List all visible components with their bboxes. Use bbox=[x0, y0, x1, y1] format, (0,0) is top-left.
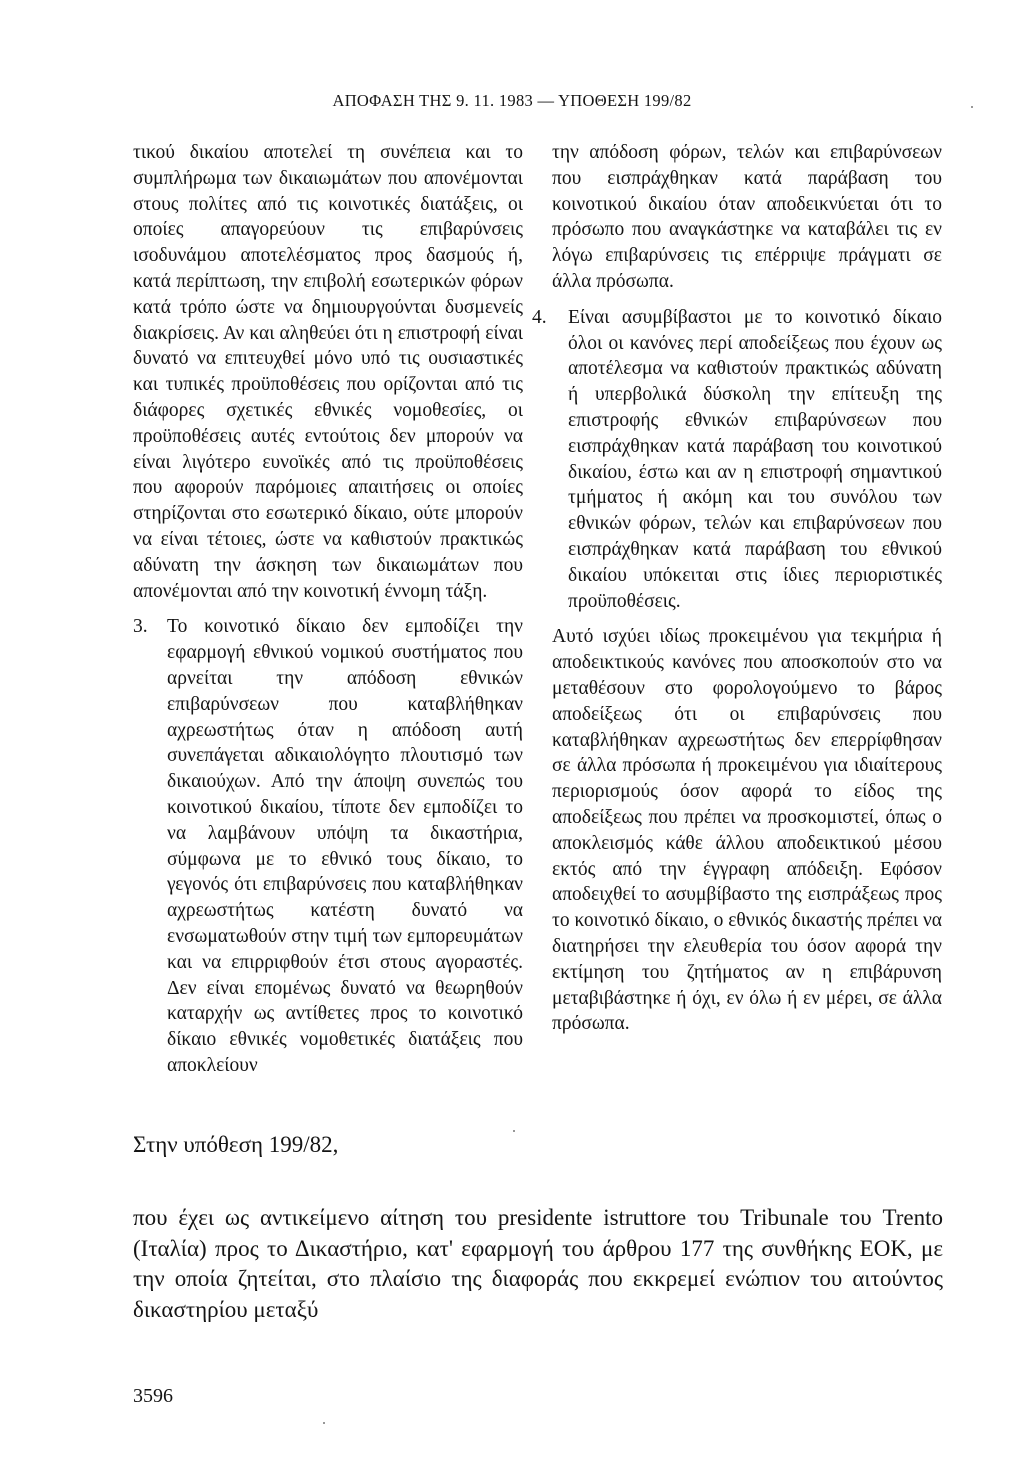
item-text: Το κοινοτικό δίκαιο δεν εμποδίζει την εφαρμογή εθνικού νομικού συστήματος που αρνείται την απόδοση εθνικών επιβαρύνσεων που καταβλήθηκαν αχρεωστήτως όταν η απόδοση αυτή συνεπάγεται αδικαιολόγητο πλουτισμό των δικαιούχων. Από την άποψη συνεπώς του κοινοτικού δικαίου, τίποτε δεν εμποδίζει το να λαμβάνουν υπόψη τα δικαστήρια, σύμφωνα με το εθνικό τους δίκαιο, το γεγονός ότι επιβαρύνσεις που καταβλήθηκαν αχρεωστήτως κατέστη δυνατό να ενσωματωθούν στην τιμή των εμπορευμάτων και να επιρριφθούν έτσι στους αγοραστές. Δεν είναι επομένως δυνατό να θεωρηθούν καταρχήν ως αντίθετες προς το κοινοτικό δίκαιο εθνικές νομοθετικές διατάξεις που αποκλείουν bbox=[167, 616, 523, 1076]
item-4-second-paragraph: Αυτό ισχύει ιδίως προκειμένου για τεκμήρια ή αποδεικτικούς κανόνες που αποσκοπούν στο να μεταθέσουν στο φορολογούμενο το βάρος αποδείξεως ότι οι επιβαρύνσεις που καταβλήθηκαν αχρεωστήτως δεν επερρίφθησαν σε άλλα πρόσωπα ή προκειμένου για ιδιαίτερους περιορισμούς όσον αφορά το είδος της αποδείξεως που πρέπει να προσκομιστεί, όπως ο αποκλεισμός κάθε άλλου αποδεικτικού μέσου εκτός από την έγγραφη απόδειξη. Εφόσον αποδειχθεί το ασυμβίβαστο της εισπράξεως προς το κοινοτικό δίκαιο, ο εθνικός δικαστής πρέπει να διατηρήσει την ελευθερία του όσον αφορά την εκτίμηση του ζητήματος αν η επιβάρυνση μεταβιβάστηκε ή όχι, εν όλω ή εν μέρει, σε άλλα πρόσωπα. bbox=[552, 626, 942, 1035]
scan-speck bbox=[513, 1130, 515, 1132]
scan-speck bbox=[323, 1422, 325, 1424]
running-header: ΑΠΟΦΑΣΗ ΤΗΣ 9. 11. 1983 — ΥΠΟΘΕΣΗ 199/82 bbox=[332, 91, 692, 110]
page-number: 3596 bbox=[133, 1385, 173, 1407]
item-text: Είναι ασυμβίβαστοι με το κοινοτικό δίκαιο όλοι οι κανόνες περί αποδείξεως που έχουν ως αποτέλεσμα να καθιστούν πρακτικώς αδύνατη ή υπερβολικά δύσκολη την επίτευξη της επιστροφής εθνικών επιβαρύνσεων που εισπράχθηκαν κατά παράβαση του κοινοτικού δικαίου, έστω και αν η επιστροφή σημαντικού τμήματος ή ακόμη και του συνόλου των εθνικών φόρων, τελών και επιβαρύνσεων που εισπράχθηκαν κατά παράβαση του εθνικού δικαίου υπόκειται στις ίδιες περιοριστικές προϋποθέσεις. bbox=[568, 306, 942, 612]
scan-speck bbox=[971, 106, 973, 108]
case-intro-paragraph: που έχει ως αντικείμενο αίτηση του presidente istruttore του Tribunale του Trento (Ιταλία) προς το Δικαστήριο, κατ' εφαρμογή του άρθρου 177 της συνθήκης ΕΟΚ, με την οποία ζητείται, στο πλαίσιο της διαφοράς που εκκρεμεί ενώπιον του αιτούντος δικαστηρίου μεταξύ bbox=[133, 1205, 943, 1322]
numbered-item-3 bbox=[133, 614, 523, 1078]
item-number: 4. bbox=[532, 306, 547, 328]
left-column bbox=[133, 140, 523, 1089]
case-heading: Στην υπόθεση 199/82, bbox=[133, 1132, 339, 1157]
item-number: 3. bbox=[133, 616, 148, 638]
right-continuation-paragraph: την απόδοση φόρων, τελών και επιβαρύνσεων που εισπράχθηκαν κατά παράβαση του κοινοτικού δικαίου όταν αποδεικνύεται ότι το πρόσωπο που αναγκάστηκε να καταβάλει τις εν λόγω επιβαρύνσεις τις επέρριψε πράγματι σε άλλα πρόσωπα. bbox=[552, 142, 942, 292]
right-column bbox=[532, 140, 942, 1047]
numbered-item-4 bbox=[532, 305, 942, 615]
left-continuation-paragraph: τικού δικαίου αποτελεί τη συνέπεια και το συμπλήρωμα των δικαιωμάτων που απονέμονται στους πολίτες από τις κοινοτικές διατάξεις, οι οποίες απαγορεύουν τις επιβαρύνσεις ισοδυνάμου αποτελέσματος προς δασμούς ή, κατά περίπτωση, την επιβολή εσωτερικών φόρων κατά τρόπο ώστε να δημιουργούνται δυσμενείς διακρίσεις. Αν και αληθεύει ότι η επιστροφή είναι δυνατό να επιτευχθεί μόνο υπό τις ουσιαστικές και τυπικές προϋποθέσεις που ορίζονται από τις διάφορες σχετικές εθνικές νομοθεσίες, οι προϋποθέσεις αυτές εντούτοις δεν μπορούν να είναι λιγότερο ευνοϊκές από τις προϋποθέσεις που αφορούν παρόμοιες απαιτήσεις οι οποίες στηρίζονται στο εσωτερικό δίκαιο, ούτε μπορούν να είναι τέτοιες, ώστε να καθιστούν πρακτικώς αδύνατη την άσκηση των δικαιωμάτων που απονέμονται από την κοινοτική έννομη τάξη. bbox=[133, 142, 523, 602]
